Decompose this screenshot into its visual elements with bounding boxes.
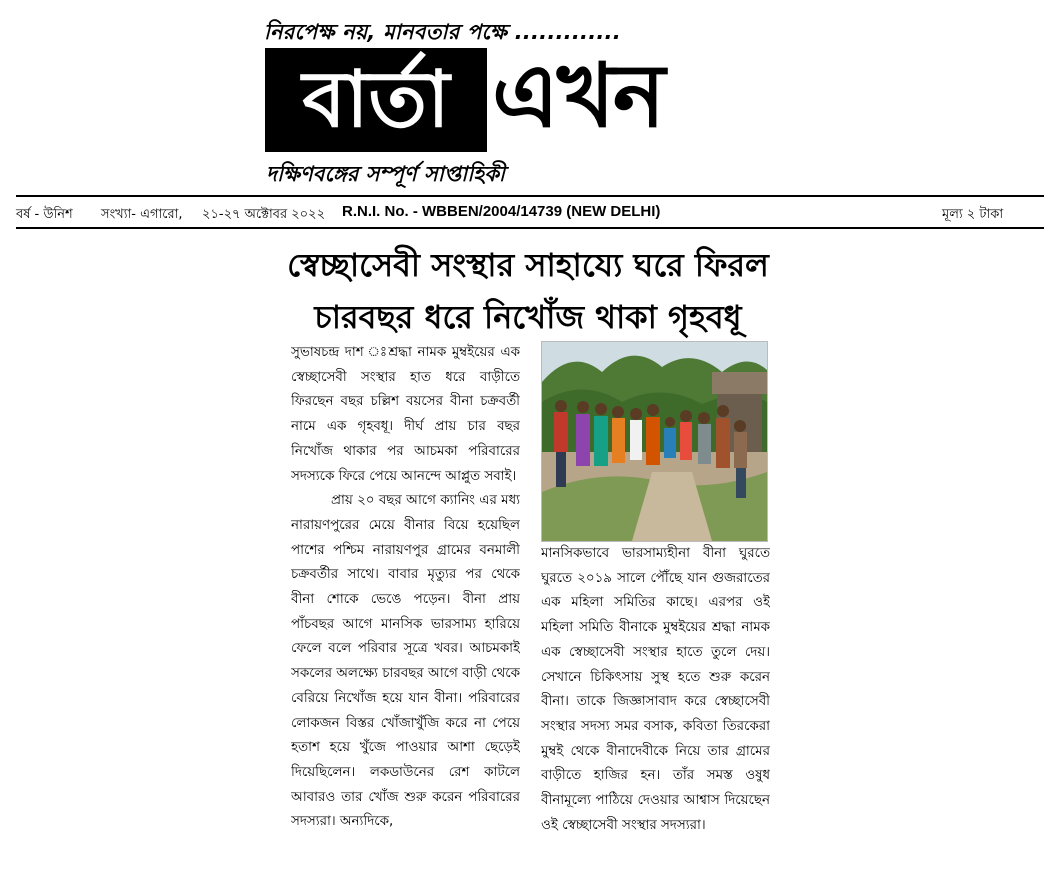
article-photo [541,341,768,542]
masthead-subtitle: দক্ষিণবঙ্গের সম্পূর্ণ সাপ্তাহিকী [266,162,505,186]
issue-number: সংখ্যা- এগারো, [101,207,183,222]
article-paragraph-2: প্রায় ২০ বছর আগে ক্যানিং এর মধ্য নারায়ণপুরের মেয়ে বীনার বিয়ে হয়েছিল পাশের পশ্চিম নারায়ণপুর গ্রামের বনমালী চক্রবর্তীর সাথে। বাবার মৃত্যুর পর থেকে বীনা শোকে ভেঙে পড়েন। বীনা প্রায় পাঁচবছর আগে মানসিক ভারসাম্য হারিয়ে ফেলে বলে পরিবার সূত্রে খবর। আচমকাই সকলের অলক্ষ্যে চারবছর আগে বাড়ী থেকে বেরিয়ে নিখোঁজ হয়ে যান বীনা। পরিবারের লোকজন বিস্তর খোঁজাখুঁজি করে না পেয়ে হতাশ হয়ে খুঁজে পাওয়ার আশা ছেড়েই দিয়েছিলেন। লকডাউনের রেশ কাটলে আবারও তার খোঁজ শুরু করেন পরিবারের সদস্যরা। অন্যদিকে, [291,493,520,830]
top-rule [16,195,1044,197]
issue-price: মূল্য ২ টাকা [942,207,1004,222]
article-column-1 [291,341,520,871]
rni-number: R.N.I. No. - WBBEN/2004/14739 (NEW DELHI) [342,203,661,220]
masthead-title-part1: বার্তা [265,48,487,152]
headline-line2: চারবছর ধরে নিখোঁজ থাকা গৃহবধূ [314,298,742,336]
article-column-2 [541,542,770,872]
masthead-tagline: নিরপেক্ষ নয়, মানবতার পক্ষে ............. [264,20,621,44]
issue-year: বর্ষ - উনিশ [16,207,73,222]
issue-date: ২১-২৭ অক্টোবর ২০২২ [202,207,326,222]
headline-line1: স্বেচ্ছাসেবী সংস্থার সাহায্যে ঘরে ফিরল [287,246,769,284]
masthead-title-part2: এখন [492,44,664,147]
article-paragraph-1: সুভাষচন্দ্র দাশ ঃশ্রদ্ধা নামক মুম্বইয়ের এক স্বেচ্ছাসেবী সংস্থার হাত ধরে বাড়ীতে ফিরছেন বছর চল্লিশ বয়সের বীনা চক্রবর্তী নামে এক গৃহবধূ। দীর্ঘ প্রায় চার বছর নিখোঁজ থাকার পর আচমকা পরিবারের সদস্যকে ফিরে পেয়ে আনন্দে আপ্লুত সবাই। [291,345,520,484]
article-paragraph-3: মানসিকভাবে ভারসাম্যহীনা বীনা ঘুরতে ঘুরতে ২০১৯ সালে পৌঁছে যান গুজরাতের এক মহিলা সমিতির কাছে। এরপর ওই মহিলা সমিতি বীনাকে মুম্বইয়ের শ্রদ্ধা নামক এক স্বেচ্ছাসেবী সংস্থার হাতে তুলে দেয়। সেখানে চিকিৎসায় সুস্থ হতে শুরু করেন বীনা। তাকে জিজ্ঞাসাবাদ করে স্বেচ্ছাসেবী সংস্থার সদস্য সমর বসাক, কবিতা তিরকেরা মুম্বই থেকে বীনাদেবীকে নিয়ে তার গ্রামের বাড়ীতে হাজির হন। তাঁর সমস্ত ওষুধ বীনামূল্যে পাঠিয়ে দেওয়ার আশ্বাস দিয়েছেন ওই স্বেচ্ছাসেবী সংস্থার সদস্যরা। [541,546,770,833]
bottom-rule [16,227,1044,229]
village-group-photo [542,342,767,541]
